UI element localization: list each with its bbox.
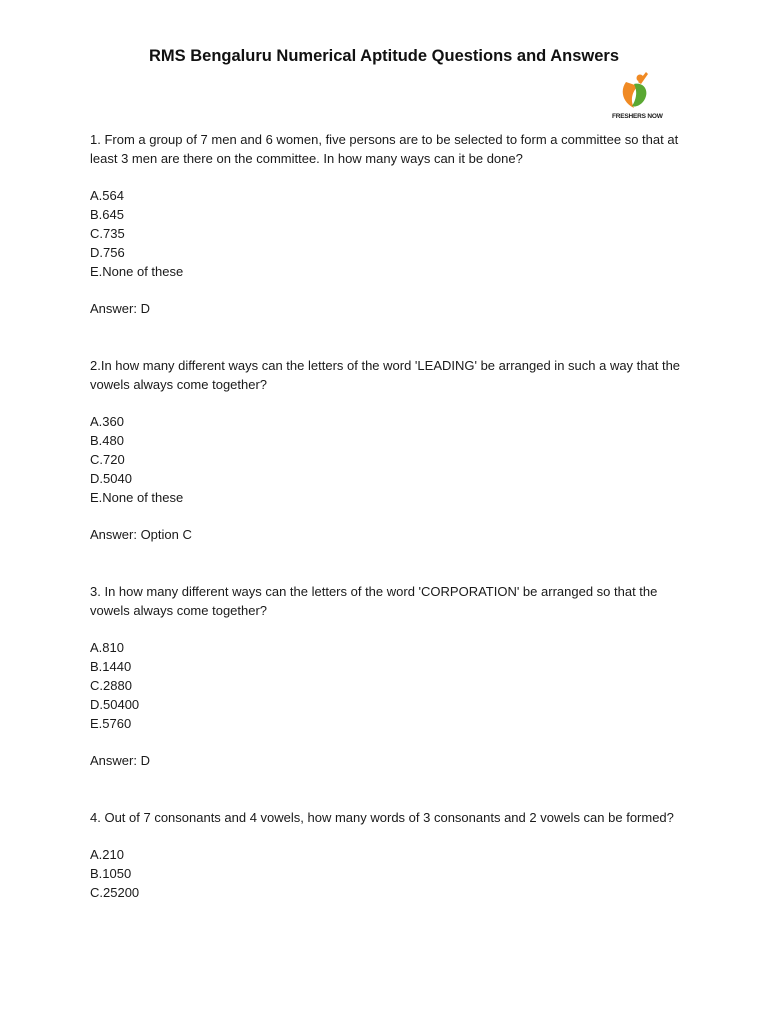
option-e: E.None of these [90,490,184,505]
question-text: 4. Out of 7 consonants and 4 vowels, how many words of 3 consonants and 2 vowels can be formed? [90,810,674,825]
option-a: A.360 [90,414,124,429]
answer: Answer: D [90,753,150,768]
question-text: 2.In how many different ways can the letters of the word 'LEADING' be arranged in such a way that the vowels always come together? [90,358,681,392]
question-3 [90,582,690,770]
option-b: B.645 [90,207,124,222]
option-b: B.480 [90,433,124,448]
question-text: 3. In how many different ways can the letters of the word 'CORPORATION' be arranged so that the vowels always come together? [90,584,658,618]
option-c: C.735 [90,226,125,241]
option-a: A.210 [90,847,124,862]
superhero-logo-icon [612,70,660,114]
options-list [90,638,690,733]
option-d: D.50400 [90,697,140,712]
option-c: C.2880 [90,678,132,693]
freshers-now-logo [612,70,663,126]
options-list [90,186,690,281]
question-2 [90,356,690,544]
page-title: RMS Bengaluru Numerical Aptitude Questions and Answers [148,47,620,65]
logo-text: FRESHERS NOW [612,113,663,120]
option-a: A.564 [90,188,124,203]
option-b: B.1440 [90,659,132,674]
option-b: B.1050 [90,866,132,881]
option-c: C.720 [90,452,125,467]
options-list [90,845,690,902]
option-e: E.None of these [90,264,184,279]
answer: Answer: Option C [90,527,192,542]
option-c: C.25200 [90,885,140,900]
option-a: A.810 [90,640,124,655]
options-list [90,412,690,507]
question-1 [90,130,690,318]
option-d: D.5040 [90,471,132,486]
option-d: D.756 [90,245,125,260]
question-text: 1. From a group of 7 men and 6 women, five persons are to be selected to form a committee so that at least 3 men are there on the committee. In how many ways can it be done? [90,132,679,166]
option-e: E.5760 [90,716,132,731]
answer: Answer: D [90,301,150,316]
question-4 [90,808,690,902]
